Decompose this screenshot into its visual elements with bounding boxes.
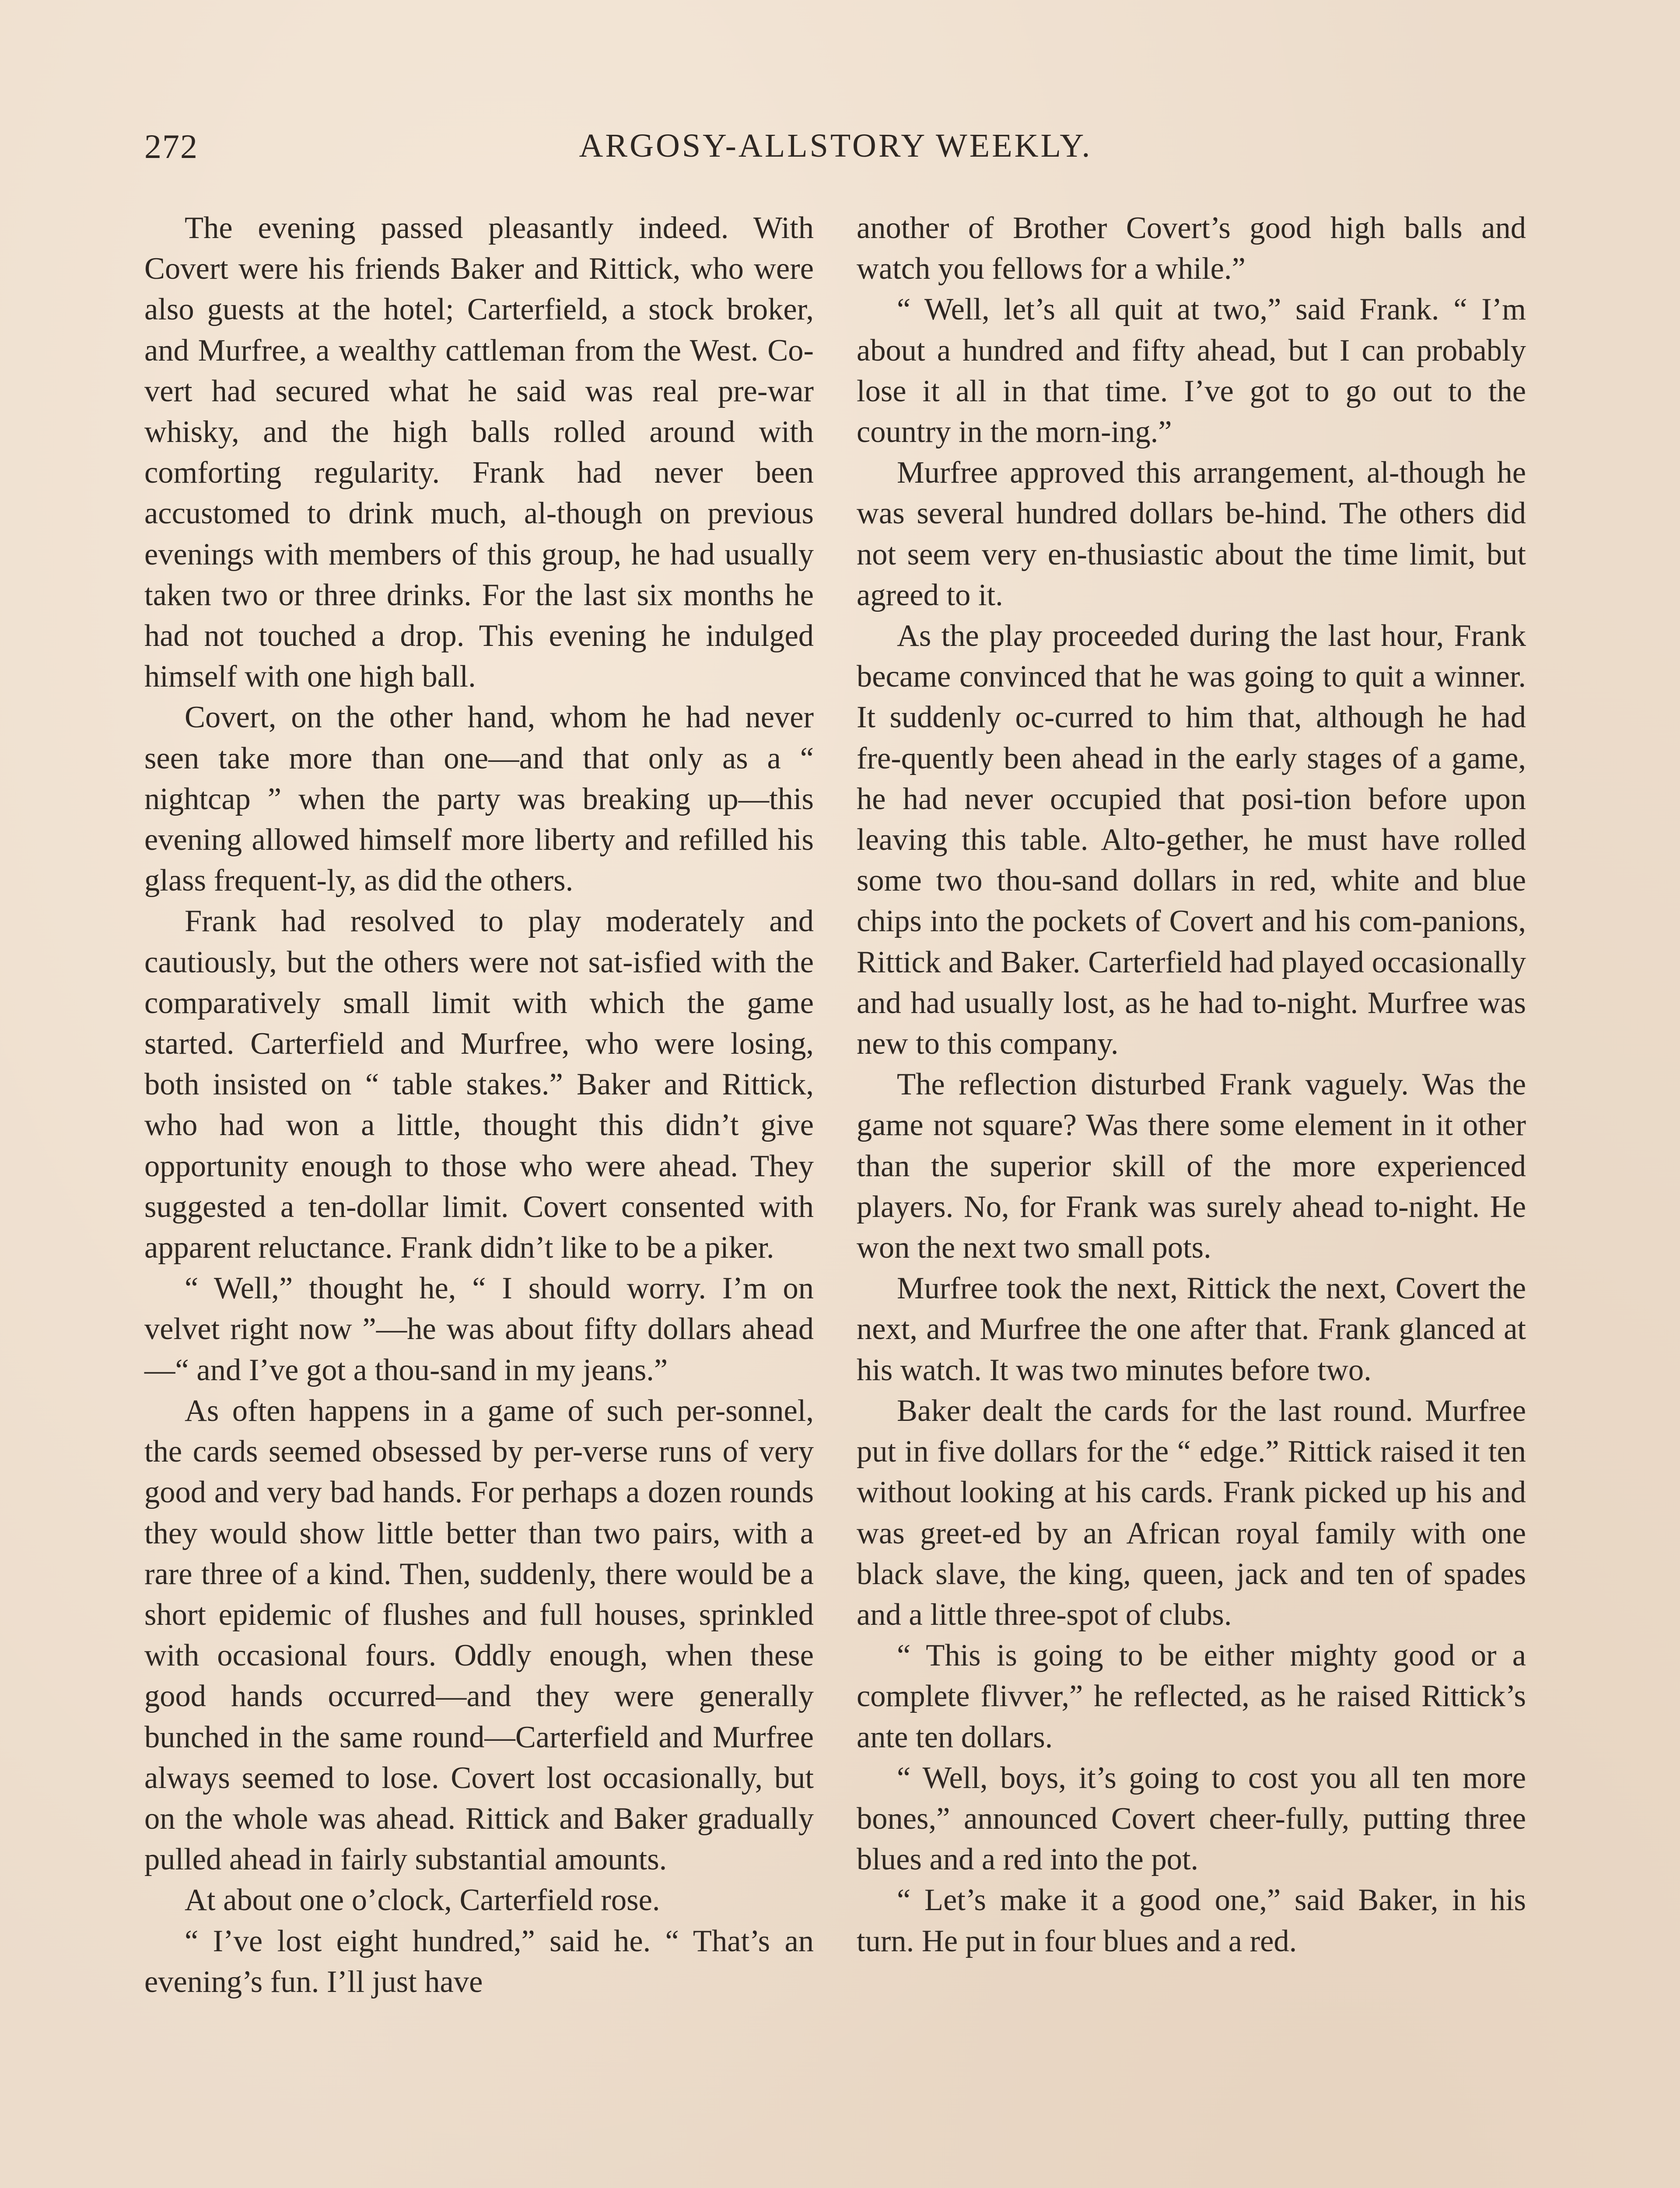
paragraph: As the play proceeded during the last hour, Frank became convinced that he was going to quit a winner. It suddenly oc-curred to him that, although he had fre-quently been ahead in the early stages of a game, he had never occupied that posi-tion before upon leaving this table. Alto-gether, he must have rolled some two thou-sand dollars in red, white and blue chips into the pockets of Covert and his com-panions, Rittick and Baker. Carterfield had played occasionally and had usually lost, as he had to-night. Murfree was new to this company. xyxy=(857,619,1526,1061)
paragraph: “ Well, boys, it’s going to cost you all ten more bones,” announced Covert cheer-fully, putting three blues and a red into the pot. xyxy=(857,1760,1526,1877)
left-column xyxy=(144,208,814,2002)
paragraph: The evening passed pleasantly indeed. With Covert were his friends Baker and Rittick, who were also guests at the hotel; Carterfield, a stock broker, and Murfree, a wealthy cattleman from the West. Co-vert had secured what he said was real pre-war whisky, and the high balls rolled around with comforting regularity. Frank had never been accustomed to drink much, al-though on previous evenings with members of this group, he had usually taken two or three drinks. For the last six months he had not touched a drop. This evening he indulged himself with one high ball. xyxy=(144,211,814,694)
page-number: 272 xyxy=(144,127,198,165)
paragraph: The reflection disturbed Frank vaguely. Was the game not square? Was there some element in it other than the superior skill of the more experienced players. No, for Frank was surely ahead to-night. He won the next two small pots. xyxy=(857,1067,1526,1265)
paragraph-continued: another of Brother Covert’s good high balls and watch you fellows for a while.” xyxy=(857,211,1526,286)
paragraph: Covert, on the other hand, whom he had never seen take more than one—and that only as a “ nightcap ” when the party was breaking up—this evening allowed himself more liberty and refilled his glass frequent-ly, as did the others. xyxy=(144,700,814,898)
paragraph: “ Well,” thought he, “ I should worry. I’m on velvet right now ”—he was about fifty dollars ahead—“ and I’ve got a thou-sand in my jeans.” xyxy=(144,1271,814,1387)
running-head: ARGOSY-ALLSTORY WEEKLY. xyxy=(579,127,1092,164)
paragraph: Frank had resolved to play moderately and cautiously, but the others were not sat-isfied with the comparatively small limit with which the game started. Carterfield and Murfree, who were losing, both insisted on “ table stakes.” Baker and Rittick, who had won a little, thought this didn’t give opportunity enough to those who were ahead. They suggested a ten-dollar limit. Covert consented with apparent reluctance. Frank didn’t like to be a piker. xyxy=(144,904,814,1265)
paragraph: Baker dealt the cards for the last round. Murfree put in five dollars for the “ edge.” Rittick raised it ten without looking at his cards. Frank picked up his and was greet-ed by an African royal family with one black slave, the king, queen, jack and ten of spades and a little three-spot of clubs. xyxy=(857,1393,1526,1632)
page-header xyxy=(144,127,1527,179)
paragraph: As often happens in a game of such per-sonnel, the cards seemed obsessed by per-verse runs of very good and very bad hands. For perhaps a dozen rounds they would show little better than two pairs, with a rare three of a kind. Then, suddenly, there would be a short epidemic of flushes and full houses, sprinkled with occasional fours. Oddly enough, when these good hands occurred—and they were generally bunched in the same round—Carterfield and Murfree always seemed to lose. Covert lost occasionally, but on the whole was ahead. Rittick and Baker gradually pulled ahead in fairly substantial amounts. xyxy=(144,1393,814,1877)
paragraph: “ This is going to be either mighty good or a complete flivver,” he reflected, as he raised Rittick’s ante ten dollars. xyxy=(857,1638,1526,1754)
right-column xyxy=(857,208,1526,1962)
paragraph: “ Well, let’s all quit at two,” said Frank. “ I’m about a hundred and fifty ahead, but I can probably lose it all in that time. I’ve got to go out to the country in the morn-ing.” xyxy=(857,292,1526,449)
paragraph: “ Let’s make it a good one,” said Baker, in his turn. He put in four blues and a red. xyxy=(857,1883,1526,1958)
paragraph: Murfree took the next, Rittick the next, Covert the next, and Murfree the one after that. Frank glanced at his watch. It was two minutes before two. xyxy=(857,1271,1526,1387)
paragraph: At about one o’clock, Carterfield rose. xyxy=(185,1883,660,1918)
paragraph: “ I’ve lost eight hundred,” said he. “ That’s an evening’s fun. I’ll just have xyxy=(144,1924,814,1999)
paragraph: Murfree approved this arrangement, al-though he was several hundred dollars be-hind. The others did not seem very en-thusiastic about the time limit, but agreed to it. xyxy=(857,456,1526,612)
